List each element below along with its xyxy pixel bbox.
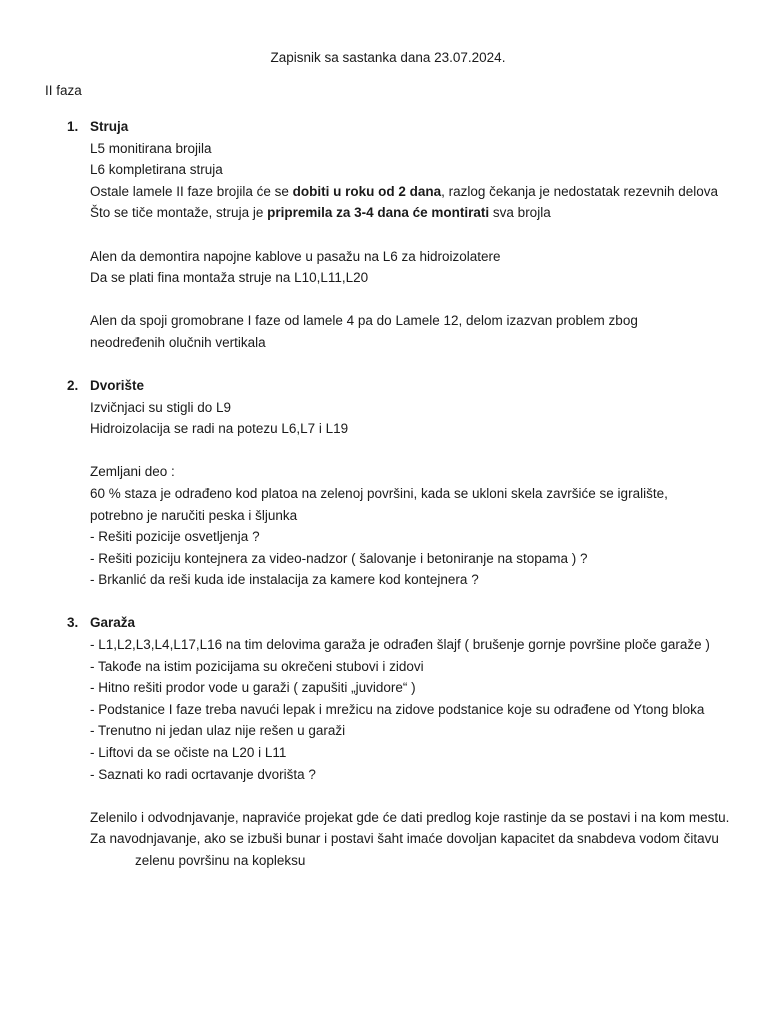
spacer — [90, 289, 730, 311]
bold-text: pripremila za 3-4 dana će montirati — [267, 205, 490, 221]
text-line: Alen da demontira napojne kablove u pasažu na L6 za hidroizolatere — [90, 248, 501, 264]
text-span: Što se tiče montaže, struja je — [90, 205, 268, 221]
text-line: Hidroizolacija se radi na potezu L6,L7 i L19 — [90, 421, 349, 437]
section-number: 2. — [67, 378, 79, 394]
minutes-content — [0, 116, 768, 893]
text-line: - Trenutno ni jedan ulaz nije rešen u garaži — [90, 723, 346, 739]
text-line — [90, 202, 730, 224]
text-line: Za navodnjavanje, ako se izbuši bunar i postavi šaht imaće dovoljan kapacitet da snabdeva vodom čitavu zelenu površinu na kopleksu — [90, 831, 719, 868]
text-line: Zelenilo i odvodnjavanje, napraviće projekat gde će dati predlog koje rastinje da se postavi i na kom mestu. — [90, 809, 730, 825]
text-line: - Liftovi da se očiste na L20 i L11 — [90, 745, 287, 761]
text-line: L6 kompletirana struja — [90, 162, 223, 178]
text-line: Alen da spoji gromobrane I faze od lamele 4 pa do Lamele 12, delom izazvan problem zbog neodređenih olučnih vertikala — [90, 313, 638, 350]
text-line: Zemljani deo : — [90, 464, 175, 480]
section-heading: Dvorište — [90, 378, 145, 394]
section-struja — [0, 116, 768, 354]
spacer — [90, 440, 730, 462]
text-line: - Brkanlić da reši kuda ide instalacija za kamere kod kontejnera ? — [90, 572, 479, 588]
text-line: 60 % staza je odrađeno kod platoa na zelenoj površini, kada se ukloni skela završiće se igralište, potrebno je naručiti peska i šljunka — [90, 486, 668, 523]
bold-text: dobiti u roku od 2 dana — [292, 183, 442, 199]
section-number: 1. — [67, 119, 79, 134]
text-line — [90, 181, 730, 203]
text-line: Izvičnjaci su stigli do L9 — [90, 399, 232, 415]
section-garaza — [0, 612, 768, 871]
spacer — [90, 224, 730, 246]
text-span: Ostale lamele II faze brojila će se — [90, 183, 293, 199]
text-line: - Podstanice I faze treba navući lepak i mrežicu na zidove podstanice koje su odrađene od Ytong bloka — [90, 701, 705, 717]
text-line: - Rešiti pozicije osvetljenja ? — [90, 529, 260, 545]
document-title: Zapisnik sa sastanka dana 23.07.2024. — [270, 50, 506, 65]
section-heading: Struja — [90, 119, 129, 134]
text-line: L5 monitirana brojila — [90, 140, 212, 156]
section-dvoriste — [0, 375, 768, 591]
section-heading: Garaža — [90, 615, 136, 631]
text-span: , razlog čekanja je nedostatak rezevnih delova — [441, 183, 719, 199]
spacer — [90, 785, 730, 807]
text-line: - L1,L2,L3,L4,L17,L16 na tim delovima garaža je odrađen šlajf ( brušenje gornje površine ploče garaže ) — [90, 637, 710, 653]
text-line: Da se plati fina montaža struje na L10,L11,L20 — [90, 270, 369, 286]
phase-label: II faza — [45, 83, 82, 98]
text-span: sva brojla — [489, 205, 551, 221]
text-line: - Rešiti poziciju kontejnera za video-nadzor ( šalovanje i betoniranje na stopama ) ? — [90, 550, 588, 566]
text-line: - Hitno rešiti prodor vode u garaži ( zapušiti „juvidore“ ) — [90, 680, 416, 696]
section-number: 3. — [67, 615, 79, 631]
text-line: - Takođe na istim pozicijama su okrečeni stubovi i zidovi — [90, 658, 424, 674]
text-line: - Saznati ko radi ocrtavanje dvorišta ? — [90, 766, 316, 782]
